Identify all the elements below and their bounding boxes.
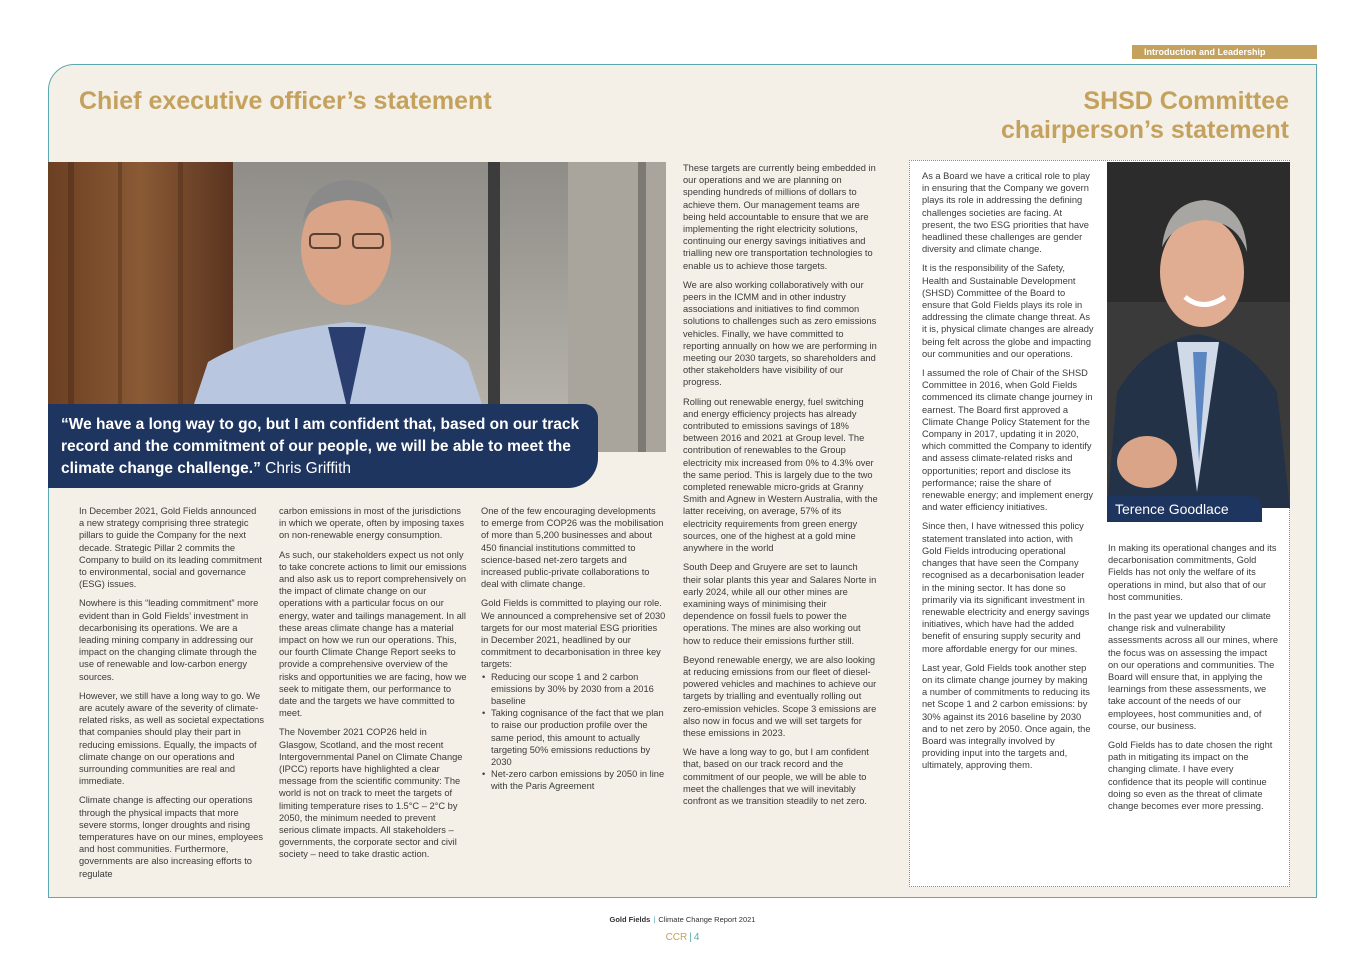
paragraph: carbon emissions in most of the jurisdictions in which we operate, often by imposing taxes on non-renewable energy consumption. xyxy=(279,506,465,541)
paragraph: We are also working collaboratively with our peers in the ICMM and in other industry associations and initiatives to find common solutions to challenges such as zero emissions vehicles. Finally, we have committed to reporting annually on how we are performing in meeting our 2030 targets, so shareholders and other stakeholders have visibility of our progress. xyxy=(683,279,877,388)
ceo-column-4 xyxy=(683,162,878,814)
list-item: • Net-zero carbon emissions by 2050 in line with the Paris Agreement xyxy=(491,768,666,792)
shsd-title-line2: chairperson’s statement xyxy=(1000,116,1289,144)
paragraph: Climate change is affecting our operations through the physical impacts that more severe storms, longer droughts and rising temperatures have on our mines, employees and host communities. Furthermore, governments are also increasing efforts to regulate xyxy=(79,795,263,879)
ceo-column-2 xyxy=(279,505,467,868)
ceo-statement-title: Chief executive officer’s statement xyxy=(79,87,492,115)
paragraph: We have a long way to go, but I am confident that, based on our track record and the commitment of our people, we will be able to meet the challenges that we will inevitably confront as we transition steadily to net zero. xyxy=(683,747,869,806)
paragraph: I assumed the role of Chair of the SHSD Committee in 2016, when Gold Fields commenced its climate change journey in earnest. The Board first approved a Climate Change Policy Statement for the Company in 2017, updating it in 2020, which committed the Company to identify and assess climate-related risks and opportunities; report and disclose its performance; raise the share of renewable energy; and implement energy and water efficiency initiatives. xyxy=(922,368,1094,513)
chairperson-photo xyxy=(1107,162,1290,508)
paragraph: Rolling out renewable energy, fuel switching and energy efficiency projects has already contributed to emissions savings of 18% between 2016 and 2021 at Group level. The contribution of renewables to the Group electricity mix increased from 0% to 4.3% over the same period. This is largely due to the two completed renewable micro-grids at Granny Smith and Agnew in Western Australia, with the latter receiving, on average, 57% of its electricity requirements from green energy sources, one of the highest at a gold mine anywhere in the world xyxy=(683,396,878,554)
list-item: • Reducing our scope 1 and 2 carbon emissions by 30% by 2030 from a 2016 baseline xyxy=(491,671,666,708)
paragraph: South Deep and Gruyere are set to launch their solar plants this year and Salares Norte in early 2024, while all our other mines are examining ways of minimising their dependence on fossil fuels to power the operations. The mines are also working out how to reduce their emissions further still. xyxy=(683,562,877,646)
paragraph: In December 2021, Gold Fields announced a new strategy comprising three strategic pillars to guide the Company for the next decade. Strategic Pillar 2 commits the Company to build on its leading commitment to environmental, social and governance (ESG) issues. xyxy=(79,506,262,590)
footer-brand: Gold Fields | Climate Change Report 2021 xyxy=(609,915,756,924)
paragraph: Since then, I have witnessed this policy statement translated into action, with Gold Fields introducing operational changes that have seen the Company recognised as a decarbonisation leader in the mining sector. It has done so primarily via its significant investment in renewable electricity and energy savings initiatives, which have had the added benefit of ensuring supply security and more affordable energy for our mines. xyxy=(922,521,1090,654)
ceo-pull-quote xyxy=(48,404,598,488)
page-number: 4 xyxy=(693,932,700,943)
paragraph: These targets are currently being embedded in our operations and we are planning on spending hundreds of millions of dollars to achieve them. Our management teams are being held accountable to ensure that we are implementing the right electricity solutions, continuing our energy savings initiatives and trialling new ore transportation technologies to enable us to achieve those targets. xyxy=(683,163,876,271)
paragraph: In the past year we updated our climate change risk and vulnerability assessments across all our mines, where the focus was on assessing the impact on our operations and communities. The Board will ensure that, in applying the learnings from these assessments, we take account of the needs of our employees, host communities and, of course, our business. xyxy=(1108,611,1278,731)
ceo-column-3 xyxy=(481,505,666,800)
section-tab: Introduction and Leadership xyxy=(1132,45,1317,59)
chairperson-name-tag: Terence Goodlace xyxy=(1107,496,1262,522)
paragraph: In making its operational changes and its decarbonisation commitments, Gold Fields has not only the welfare of its operations in mind, but also that of our host communities. xyxy=(1108,543,1277,602)
paragraph: It is the responsibility of the Safety, Health and Sustainable Development (SHSD) Committee of the Board to ensure that Gold Fields plays its role in addressing the climate change threat. As it is, physical climate changes are already being felt across the globe and impacting our communities and our operations. xyxy=(922,263,1094,359)
pull-quote-text: “We have a long way to go, but I am confident that, based on our track record and the commitment of our people, we will be able to meet the climate change challenge.” xyxy=(61,416,580,477)
paragraph: Gold Fields has to date chosen the right path in mitigating its impact on the changing climate. I have every confidence that its people will continue doing so even as the threat of climate change becomes ever more pressing. xyxy=(1108,740,1273,812)
shsd-title-line1: SHSD Committee xyxy=(1083,87,1289,115)
shsd-statement-title xyxy=(1001,87,1289,145)
paragraph: As a Board we have a critical role to play in ensuring that the Company we govern plays its role in addressing the defining challenges societies are facing. At present, the two ESG priorities that have headlined these challenges are gender diversity and climate change. xyxy=(922,171,1090,255)
targets-list xyxy=(481,671,666,793)
footer-report-title: Climate Change Report 2021 xyxy=(658,915,756,924)
paragraph: Beyond renewable energy, we are also looking at reducing emissions from our fleet of diesel-powered vehicles and machines to achieve our targets by trialling and eventually rolling out zero-emission vehicles. Scope 3 emissions are also now in focus and we will set targets for these emissions in 2023. xyxy=(683,654,877,738)
paragraph: Last year, Gold Fields took another step on its climate change journey by making a number of commitments to reducing its net Scope 1 and 2 carbon emissions: by 30% against its 2016 baseline by 2030 and to net zero by 2050. Once again, the Board was integrally involved by providing input into the targets and, ultimately, approving them. xyxy=(922,662,1091,771)
paragraph: The November 2021 COP26 held in Glasgow, Scotland, and the most recent Intergovernmental Panel on Climate Change (IPCC) reports have highlighted a clear message from the scientific community: The world is not on track to meet the targets of limiting temperature rises to 1.5°C – 2°C by 2050, the minimum needed to prevent serious climate impacts. All stakeholders – governments, the corporate sector and civil society – need to take drastic action. xyxy=(279,727,463,860)
paragraph: One of the few encouraging developments to emerge from COP26 was the mobilisation of more than 5,200 businesses and about 450 financial institutions committed to science-based net-zero targets and increased public-private collaborations to deal with climate change. xyxy=(481,506,664,590)
list-item: • Taking cognisance of the fact that we plan to raise our production profile over the same period, this amount to actually targeting 50% emissions reductions by 2030 xyxy=(491,707,666,768)
footer-section: CCR xyxy=(665,932,688,943)
shsd-column-2 xyxy=(1108,542,1280,819)
paragraph: Gold Fields is committed to playing our role. We announced a comprehensive set of 2030 targets for our most material ESG priorities in December 2021, headlined by our commitment to decarbonisation in three key targets: xyxy=(481,598,666,670)
shsd-column-1 xyxy=(922,170,1094,779)
ceo-column-1 xyxy=(79,505,264,887)
pull-quote-attribution: Chris Griffith xyxy=(265,460,352,477)
paragraph: As such, our stakeholders expect us not only to take concrete actions to limit our emissions and also ask us to report comprehensively on the impact of climate change on our operations with a particular focus on our energy, water and tailings management. In all these areas climate change has a material impact on how we run our operations. This, our fourth Climate Change Report seeks to provide a comprehensive overview of the risks and opportunities we are facing, how we seek to mitigate them, our performance to date and the targets we have committed to meet. xyxy=(279,549,467,719)
footer-company: Gold Fields xyxy=(609,915,651,924)
paragraph: However, we still have a long way to go. We are acutely aware of the severity of climate-related risks, as well as societal expectations that companies should play their part in reducing emissions. Equally, the impacts of climate change on our operations and surrounding communities are real and immediate. xyxy=(79,690,264,787)
paragraph: Nowhere is this “leading commitment” more evident than in Gold Fields’ investment in decarbonising its operations. We are a leading mining company in addressing our impact on the changing climate through the use of renewable and low-carbon energy sources. xyxy=(79,598,259,682)
footer-page: CCR | 4 xyxy=(665,932,700,943)
